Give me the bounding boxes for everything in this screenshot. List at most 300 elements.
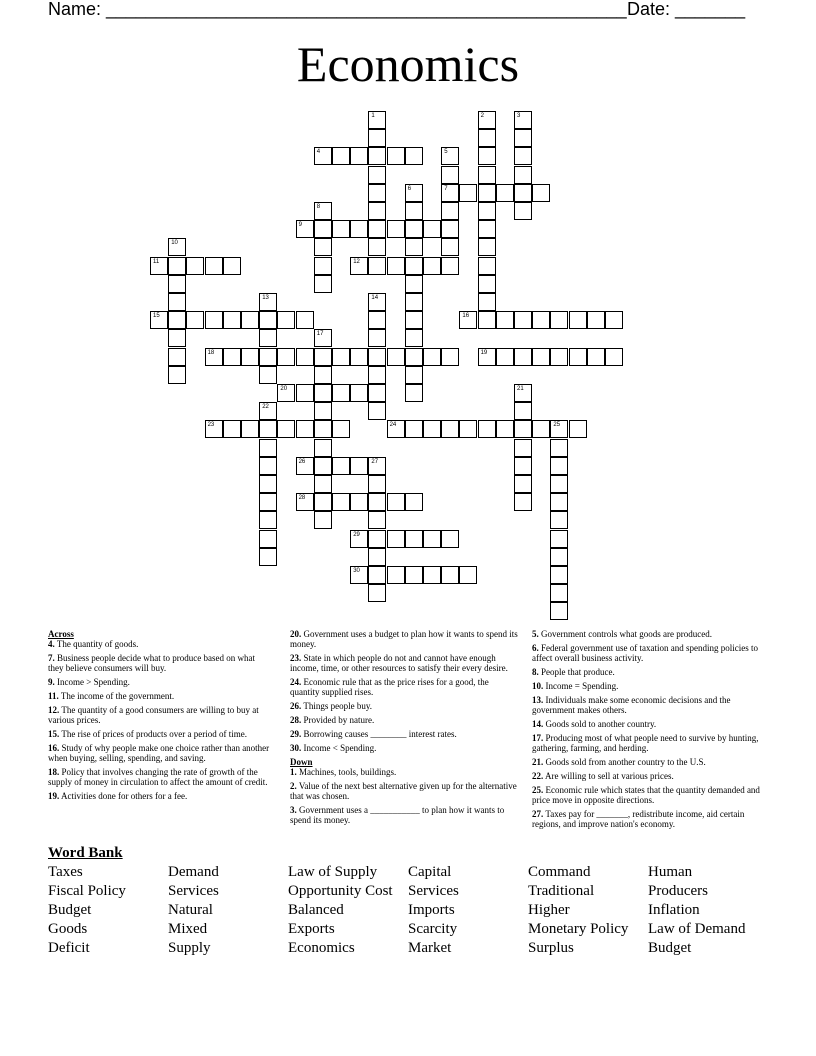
- across-clue: [48, 729, 272, 739]
- crossword-cell[interactable]: [368, 202, 386, 220]
- crossword-cell[interactable]: [478, 275, 496, 293]
- crossword-cell[interactable]: [223, 420, 241, 438]
- crossword-cell[interactable]: [441, 184, 459, 202]
- crossword-cell[interactable]: [441, 257, 459, 275]
- crossword-cell[interactable]: [496, 311, 514, 329]
- across-clue: [48, 691, 272, 701]
- crossword-cell[interactable]: [368, 548, 386, 566]
- crossword-cell[interactable]: [332, 147, 350, 165]
- clue-text: Economic rule that as the price rises for a good, the quantity supplied rises.: [290, 677, 489, 697]
- clue-text: Provided by nature.: [301, 715, 375, 725]
- clue-number: 6: [407, 185, 412, 192]
- crossword-cell[interactable]: [405, 275, 423, 293]
- crossword-cell[interactable]: [150, 257, 168, 275]
- clue-text: The income of the government.: [58, 691, 175, 701]
- crossword-cell[interactable]: [350, 530, 368, 548]
- crossword-cell[interactable]: [168, 311, 186, 329]
- crossword-cell[interactable]: [423, 420, 441, 438]
- crossword-cell[interactable]: [368, 493, 386, 511]
- clue-text: Government uses a ___________ to plan how it wants to spend its money.: [290, 805, 505, 825]
- clue-number: 8: [316, 204, 321, 210]
- crossword-cell[interactable]: [569, 348, 587, 366]
- crossword-cell[interactable]: [405, 420, 423, 438]
- crossword-cell[interactable]: [550, 457, 568, 475]
- down-clue: [532, 643, 768, 663]
- crossword-cell[interactable]: [168, 275, 186, 293]
- crossword-cell[interactable]: [314, 475, 332, 493]
- crossword-cell[interactable]: [277, 420, 295, 438]
- crossword-cell[interactable]: [350, 147, 368, 165]
- crossword-cell[interactable]: [441, 566, 459, 584]
- crossword-cell[interactable]: [259, 348, 277, 366]
- crossword-cell[interactable]: [441, 202, 459, 220]
- crossword-cell[interactable]: [569, 420, 587, 438]
- crossword-cell[interactable]: [314, 257, 332, 275]
- crossword-cell[interactable]: [441, 147, 459, 165]
- crossword-cell[interactable]: [168, 293, 186, 311]
- crossword-cell[interactable]: [405, 493, 423, 511]
- crossword-cell[interactable]: [459, 311, 477, 329]
- clue-text: Goods sold to another country.: [543, 719, 657, 729]
- crossword-cell[interactable]: [532, 420, 550, 438]
- clue-number: 24: [389, 422, 397, 429]
- crossword-cell[interactable]: [532, 311, 550, 329]
- across-clue: [48, 705, 272, 725]
- clue-num: 29.: [290, 729, 302, 739]
- crossword-cell[interactable]: [168, 329, 186, 347]
- crossword-cell[interactable]: [423, 566, 441, 584]
- crossword-cell[interactable]: [459, 420, 477, 438]
- crossword-cell[interactable]: [550, 348, 568, 366]
- crossword-cell[interactable]: [296, 493, 314, 511]
- crossword-cell[interactable]: [368, 475, 386, 493]
- crossword-cell[interactable]: [405, 311, 423, 329]
- crossword-cell[interactable]: [168, 238, 186, 256]
- clue-number: 18: [207, 349, 215, 356]
- crossword-cell[interactable]: [550, 475, 568, 493]
- crossword-cell[interactable]: [296, 311, 314, 329]
- crossword-cell[interactable]: [478, 238, 496, 256]
- crossword-cell[interactable]: [296, 420, 314, 438]
- clue-num: 23.: [290, 653, 302, 663]
- crossword-cell[interactable]: [368, 329, 386, 347]
- crossword-cell[interactable]: [314, 402, 332, 420]
- clue-num: 3.: [290, 805, 297, 815]
- crossword-cell[interactable]: [514, 439, 532, 457]
- crossword-cell[interactable]: [514, 475, 532, 493]
- crossword-cell[interactable]: [550, 548, 568, 566]
- crossword-cell[interactable]: [259, 293, 277, 311]
- word-bank-item: Monetary Policy: [528, 921, 629, 937]
- crossword-cell[interactable]: [296, 457, 314, 475]
- crossword-cell[interactable]: [314, 366, 332, 384]
- across-clue: [290, 677, 518, 697]
- crossword-cell[interactable]: [405, 348, 423, 366]
- across-clue: [48, 791, 272, 801]
- crossword-cell[interactable]: [332, 420, 350, 438]
- crossword-cell[interactable]: [387, 348, 405, 366]
- crossword-cell[interactable]: [514, 402, 532, 420]
- crossword-cell[interactable]: [387, 493, 405, 511]
- clue-num: 4.: [48, 639, 55, 649]
- crossword-cell[interactable]: [514, 420, 532, 438]
- crossword-cell[interactable]: [241, 420, 259, 438]
- clue-text: Things people buy.: [301, 701, 372, 711]
- crossword-cell[interactable]: [587, 311, 605, 329]
- crossword-cell[interactable]: [514, 457, 532, 475]
- crossword-cell[interactable]: [314, 147, 332, 165]
- crossword-cell[interactable]: [332, 493, 350, 511]
- crossword-cell[interactable]: [296, 348, 314, 366]
- clue-num: 18.: [48, 767, 60, 777]
- clue-number: 14: [371, 295, 379, 301]
- crossword-cell[interactable]: [368, 402, 386, 420]
- clue-text: Study of why people make one choice rather than another when buying, selling, spending, and saving.: [48, 743, 270, 763]
- crossword-cell[interactable]: [405, 384, 423, 402]
- crossword-cell[interactable]: [368, 348, 386, 366]
- down-clue: [532, 695, 768, 715]
- down-heading: Down: [290, 757, 313, 767]
- crossword-cell[interactable]: [368, 457, 386, 475]
- clues-column-2: [290, 629, 518, 829]
- crossword-cell[interactable]: [459, 184, 477, 202]
- crossword-cell[interactable]: [368, 147, 386, 165]
- clue-text: Income = Spending.: [543, 681, 619, 691]
- crossword-cell[interactable]: [387, 420, 405, 438]
- crossword-cell[interactable]: [459, 566, 477, 584]
- crossword-cell[interactable]: [368, 566, 386, 584]
- crossword-cell[interactable]: [186, 257, 204, 275]
- crossword-cell[interactable]: [478, 184, 496, 202]
- crossword-cell[interactable]: [532, 348, 550, 366]
- crossword-cell[interactable]: [532, 184, 550, 202]
- crossword-cell[interactable]: [405, 184, 423, 202]
- crossword-cell[interactable]: [259, 329, 277, 347]
- clue-text: Machines, tools, buildings.: [296, 767, 397, 777]
- crossword-cell[interactable]: [368, 293, 386, 311]
- crossword-cell[interactable]: [441, 238, 459, 256]
- crossword-cell[interactable]: [478, 129, 496, 147]
- crossword-cell[interactable]: [259, 366, 277, 384]
- crossword-cell[interactable]: [314, 384, 332, 402]
- crossword-cell[interactable]: [478, 257, 496, 275]
- crossword-cell[interactable]: [605, 348, 623, 366]
- crossword-cell[interactable]: [277, 384, 295, 402]
- clue-num: 2.: [290, 781, 297, 791]
- crossword-cell[interactable]: [405, 530, 423, 548]
- crossword-cell[interactable]: [496, 348, 514, 366]
- crossword-cell[interactable]: [405, 257, 423, 275]
- crossword-cell[interactable]: [259, 548, 277, 566]
- across-clue: [290, 715, 518, 725]
- crossword-cell[interactable]: [368, 366, 386, 384]
- crossword-cell[interactable]: [478, 420, 496, 438]
- crossword-cell[interactable]: [441, 220, 459, 238]
- clue-num: 8.: [532, 667, 539, 677]
- crossword-cell[interactable]: [350, 384, 368, 402]
- word-bank-item: Fiscal Policy: [48, 883, 126, 899]
- crossword-cell[interactable]: [350, 493, 368, 511]
- word-bank-item: Services: [168, 883, 219, 899]
- crossword-cell[interactable]: [223, 311, 241, 329]
- crossword-cell[interactable]: [387, 530, 405, 548]
- clue-num: 30.: [290, 743, 302, 753]
- crossword-cell[interactable]: [332, 220, 350, 238]
- clue-number: 21: [517, 386, 524, 392]
- clue-num: 9.: [48, 677, 55, 687]
- crossword-cell[interactable]: [550, 420, 568, 438]
- crossword-cell[interactable]: [496, 420, 514, 438]
- crossword-cell[interactable]: [550, 439, 568, 457]
- across-clue: [290, 629, 518, 649]
- crossword-cell[interactable]: [314, 511, 332, 529]
- crossword-cell[interactable]: [259, 402, 277, 420]
- clue-number: 10: [171, 240, 178, 247]
- across-clue: [48, 743, 272, 763]
- crossword-cell[interactable]: [296, 384, 314, 402]
- crossword-cell[interactable]: [314, 329, 332, 347]
- clue-number: 26: [298, 458, 306, 465]
- clue-number: 1: [371, 113, 375, 119]
- crossword-cell[interactable]: [205, 348, 223, 366]
- across-heading: Across: [48, 629, 74, 639]
- crossword-cell[interactable]: [368, 384, 386, 402]
- clue-text: People that produce.: [538, 667, 615, 677]
- name-field: Name: ____________________________________________________: [48, 0, 627, 19]
- crossword-cell[interactable]: [514, 311, 532, 329]
- crossword-cell[interactable]: [368, 184, 386, 202]
- clue-number: 28: [298, 495, 306, 502]
- down-clue: [290, 781, 518, 801]
- crossword-cell[interactable]: [314, 457, 332, 475]
- crossword-cell[interactable]: [387, 220, 405, 238]
- crossword-cell[interactable]: [314, 493, 332, 511]
- crossword-cell[interactable]: [259, 530, 277, 548]
- page-title: Economics: [296, 36, 520, 92]
- crossword-cell[interactable]: [405, 329, 423, 347]
- crossword-cell[interactable]: [168, 366, 186, 384]
- clue-number: 9: [298, 222, 302, 229]
- crossword-cell[interactable]: [405, 147, 423, 165]
- crossword-cell[interactable]: [514, 166, 532, 184]
- crossword-cell[interactable]: [387, 257, 405, 275]
- crossword-cell[interactable]: [514, 147, 532, 165]
- crossword-cell[interactable]: [387, 147, 405, 165]
- crossword-cell[interactable]: [550, 311, 568, 329]
- crossword-cell[interactable]: [368, 129, 386, 147]
- crossword-cell[interactable]: [441, 348, 459, 366]
- crossword-cell[interactable]: [205, 311, 223, 329]
- crossword-cell[interactable]: [150, 311, 168, 329]
- word-bank-item: Human: [648, 864, 693, 880]
- crossword-cell[interactable]: [314, 238, 332, 256]
- crossword-cell[interactable]: [350, 257, 368, 275]
- crossword-cell[interactable]: [405, 293, 423, 311]
- crossword-cell[interactable]: [241, 348, 259, 366]
- crossword-cell[interactable]: [514, 348, 532, 366]
- crossword-cell[interactable]: [478, 348, 496, 366]
- word-bank-item: Supply: [168, 940, 211, 956]
- crossword-cell[interactable]: [368, 257, 386, 275]
- crossword-cell[interactable]: [259, 420, 277, 438]
- crossword-cell[interactable]: [350, 457, 368, 475]
- word-bank-title: Word Bank: [48, 845, 123, 861]
- clue-text: State in which people do not and cannot have enough income, time, or other resources to satisfy their every desire.: [290, 653, 508, 673]
- clue-num: 20.: [290, 629, 302, 639]
- crossword-cell[interactable]: [514, 384, 532, 402]
- clue-num: 14.: [532, 719, 544, 729]
- crossword-cell[interactable]: [550, 584, 568, 602]
- crossword-cell[interactable]: [550, 530, 568, 548]
- across-clue: [290, 729, 518, 739]
- crossword-cell[interactable]: [241, 311, 259, 329]
- crossword-cell[interactable]: [423, 348, 441, 366]
- crossword-cell[interactable]: [405, 220, 423, 238]
- crossword-cell[interactable]: [550, 602, 568, 620]
- crossword-cell[interactable]: [350, 566, 368, 584]
- crossword-cell[interactable]: [223, 257, 241, 275]
- crossword-cell[interactable]: [514, 202, 532, 220]
- clue-text: Federal government use of taxation and spending policies to affect overall business activity.: [532, 643, 758, 663]
- crossword-cell[interactable]: [168, 257, 186, 275]
- crossword-cell[interactable]: [441, 166, 459, 184]
- clue-num: 26.: [290, 701, 302, 711]
- crossword-cell[interactable]: [205, 257, 223, 275]
- crossword-cell[interactable]: [587, 348, 605, 366]
- word-bank-item: Goods: [48, 921, 88, 937]
- crossword-cell[interactable]: [368, 166, 386, 184]
- crossword-cell[interactable]: [478, 147, 496, 165]
- crossword-cell[interactable]: [423, 530, 441, 548]
- crossword-cell[interactable]: [478, 311, 496, 329]
- crossword-cell[interactable]: [259, 311, 277, 329]
- crossword-cell[interactable]: [423, 220, 441, 238]
- clue-num: 22.: [532, 771, 544, 781]
- crossword-cell[interactable]: [478, 220, 496, 238]
- word-bank-item: Demand: [168, 864, 219, 880]
- crossword-cell[interactable]: [314, 220, 332, 238]
- crossword-cell[interactable]: [405, 366, 423, 384]
- crossword-cell[interactable]: [350, 220, 368, 238]
- clue-number: 25: [553, 422, 561, 429]
- clue-text: Government controls what goods are produced.: [538, 629, 712, 639]
- clue-num: 12.: [48, 705, 60, 715]
- clue-text: Producing most of what people need to survive by hunting, gathering, farming, and herding.: [532, 733, 759, 753]
- crossword-cell[interactable]: [514, 493, 532, 511]
- crossword-cell[interactable]: [259, 493, 277, 511]
- down-clue: [532, 719, 768, 729]
- crossword-cell[interactable]: [296, 220, 314, 238]
- date-field: Date: _______: [627, 0, 746, 19]
- word-bank-item: Natural: [168, 902, 213, 918]
- crossword-cell[interactable]: [368, 111, 386, 129]
- clue-num: 17.: [532, 733, 544, 743]
- crossword-cell[interactable]: [277, 348, 295, 366]
- crossword-cell[interactable]: [368, 530, 386, 548]
- crossword-cell[interactable]: [259, 475, 277, 493]
- crossword-cell[interactable]: [314, 202, 332, 220]
- crossword-cell[interactable]: [368, 511, 386, 529]
- crossword-cell[interactable]: [314, 420, 332, 438]
- crossword-cell[interactable]: [514, 184, 532, 202]
- crossword-cell[interactable]: [496, 184, 514, 202]
- clue-num: 19.: [48, 791, 60, 801]
- clue-num: 25.: [532, 785, 544, 795]
- clue-num: 24.: [290, 677, 302, 687]
- crossword-cell[interactable]: [405, 566, 423, 584]
- crossword-cell[interactable]: [423, 257, 441, 275]
- crossword-cell[interactable]: [186, 311, 204, 329]
- clue-num: 27.: [532, 809, 544, 819]
- crossword-cell[interactable]: [168, 348, 186, 366]
- crossword-cell[interactable]: [550, 493, 568, 511]
- word-bank-item: Taxes: [48, 864, 83, 880]
- clue-number: 7: [444, 185, 448, 192]
- clue-num: 13.: [532, 695, 544, 705]
- crossword-cell[interactable]: [405, 238, 423, 256]
- crossword-cell[interactable]: [569, 311, 587, 329]
- word-bank-item: Exports: [288, 921, 335, 937]
- down-clue: [532, 757, 768, 767]
- crossword-cell[interactable]: [314, 348, 332, 366]
- clue-text: Goods sold from another country to the U.S.: [543, 757, 706, 767]
- crossword-cell[interactable]: [478, 111, 496, 129]
- crossword-cell[interactable]: [205, 420, 223, 438]
- crossword-cell[interactable]: [478, 293, 496, 311]
- crossword-cell[interactable]: [277, 311, 295, 329]
- crossword-cell[interactable]: [478, 166, 496, 184]
- crossword-cell[interactable]: [405, 202, 423, 220]
- clues-column-3: [532, 629, 768, 833]
- clue-number: 27: [371, 458, 379, 465]
- crossword-cell[interactable]: [387, 566, 405, 584]
- crossword-cell[interactable]: [223, 348, 241, 366]
- crossword-cell[interactable]: [514, 111, 532, 129]
- crossword-cell[interactable]: [332, 384, 350, 402]
- crossword-cell[interactable]: [332, 348, 350, 366]
- crossword-cell[interactable]: [605, 311, 623, 329]
- crossword-cell[interactable]: [314, 439, 332, 457]
- down-clue: [532, 785, 768, 805]
- clue-number: 4: [316, 149, 321, 156]
- crossword-cell[interactable]: [332, 457, 350, 475]
- crossword-cell[interactable]: [368, 220, 386, 238]
- word-bank-item: Opportunity Cost: [288, 883, 393, 899]
- crossword-cell[interactable]: [259, 511, 277, 529]
- across-clue: [48, 653, 272, 673]
- crossword-cell[interactable]: [368, 238, 386, 256]
- crossword-cell[interactable]: [314, 275, 332, 293]
- crossword-cell[interactable]: [441, 530, 459, 548]
- crossword-cell[interactable]: [368, 311, 386, 329]
- word-bank-item: Market: [408, 940, 452, 956]
- clue-text: Activities done for others for a fee.: [59, 791, 188, 801]
- word-bank-item: Producers: [648, 883, 708, 899]
- crossword-cell[interactable]: [478, 202, 496, 220]
- word-bank-item: Deficit: [48, 940, 90, 956]
- crossword-cell[interactable]: [259, 457, 277, 475]
- crossword-cell[interactable]: [514, 129, 532, 147]
- crossword-cell[interactable]: [368, 584, 386, 602]
- word-bank-item: Capital: [408, 864, 452, 880]
- clue-text: Business people decide what to produce based on what they believe consumers will buy.: [48, 653, 255, 673]
- crossword-cell[interactable]: [350, 348, 368, 366]
- crossword-cell[interactable]: [441, 420, 459, 438]
- crossword-cell[interactable]: [550, 566, 568, 584]
- clue-text: Borrowing causes ________ interest rates.: [301, 729, 457, 739]
- crossword-cell[interactable]: [550, 511, 568, 529]
- crossword-cell[interactable]: [259, 439, 277, 457]
